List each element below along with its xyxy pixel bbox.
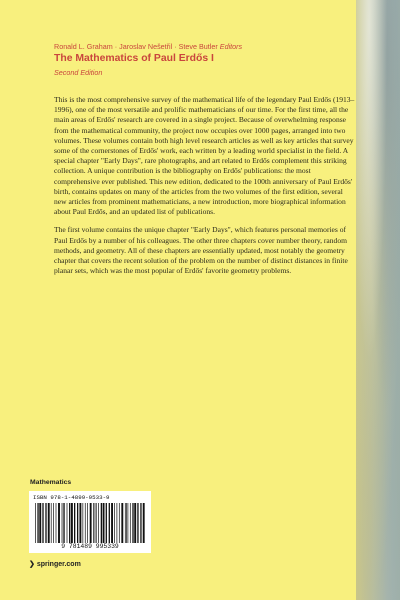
barcode-bar	[93, 503, 94, 543]
barcode-bar	[64, 503, 65, 543]
barcode-bar	[67, 503, 68, 543]
barcode-bar	[134, 503, 136, 543]
barcode-bar	[103, 503, 105, 543]
editors-role: Editors	[219, 42, 243, 51]
barcode-bar	[39, 503, 41, 543]
barcode-bar	[106, 503, 107, 543]
publisher-name: springer.com	[36, 561, 81, 568]
editor-names: Ronald L. Graham · Jaroslav Nešetřil · Steve Butler	[54, 42, 218, 51]
editors-line	[54, 42, 242, 51]
barcode-bar	[37, 503, 38, 543]
barcode-block	[29, 491, 151, 553]
barcode-bar	[51, 503, 52, 543]
barcode-bar	[128, 503, 129, 543]
barcode-bars	[35, 503, 145, 543]
barcode-bar	[42, 503, 43, 543]
barcode-bar	[117, 503, 118, 543]
barcode-bar	[45, 503, 46, 543]
barcode-bar	[83, 503, 84, 543]
barcode-bar	[85, 503, 86, 543]
barcode-bar	[126, 503, 127, 543]
barcode-bar	[79, 503, 81, 543]
subject-category: Mathematics	[30, 479, 72, 486]
barcode-bar	[95, 503, 96, 543]
barcode-bar	[125, 503, 126, 543]
barcode-bar	[101, 503, 102, 543]
barcode-bar	[114, 503, 115, 543]
barcode-bar	[132, 503, 133, 543]
back-cover-blurb	[54, 95, 356, 284]
barcode-bar	[111, 503, 113, 543]
barcode-bar	[121, 503, 123, 543]
barcode-bar	[69, 503, 70, 543]
barcode-bar	[62, 503, 63, 543]
barcode-bar	[74, 503, 75, 543]
isbn-label: ISBN 978-1-4899-9533-9	[33, 494, 110, 501]
blurb-paragraph: The first volume contains the unique chapter "Early Days", which features personal memories of Paul Erdős by a number of his colleagues. The other three chapters cover number theory, random methods, and geometry. All of these chapters are essentially updated, most notably the geometry chapter that covers the recent solution of the problem on the number of distinct distances in finite planar sets, which was the most popular of Erdős' favorite geometry problems.	[54, 225, 348, 276]
barcode-bar	[35, 503, 36, 543]
barcode-bar	[140, 503, 141, 543]
barcode-bar	[58, 503, 60, 543]
barcode-bar	[137, 503, 138, 543]
barcode-bar	[56, 503, 57, 543]
barcode-bar	[98, 503, 99, 543]
barcode-bar	[119, 503, 120, 543]
barcode-bar	[109, 503, 110, 543]
barcode-bar	[90, 503, 92, 543]
blurb-paragraph: This is the most comprehensive survey of the mathematical life of the legendary Paul Erdős (1913–1996), one of the most versatile and prolific mathematicians of our time. For the first time, all the main areas of Erdős' research are covered in a single project. Because of overwhelming response from the mathematical community, the project now occupies over 1000 pages, arranged into two volumes. These volumes contain both high level research articles as well as key articles that survey some of the cornerstones of Erdős' work, each written by a leading world specialist in the field. A special chapter "Early Days", rare photographs, and art related to Erdős complement this striking collection. A unique contribution is the bibliography on Erdős' publications: the most comprehensive ever published. This new edition, dedicated to the 100th anniversary of Paul Erdős' birth, contains updates on many of the articles from the two volumes of the first edition, several new articles from prominent mathematicians, a new introduction, more biographical information about Paul Erdős, and an updated list of publications.	[54, 95, 355, 217]
barcode-bar	[53, 503, 54, 543]
barcode-bar	[48, 503, 50, 543]
barcode-bar	[63, 503, 64, 543]
edition-label: Second Edition	[54, 68, 103, 77]
barcode-bar	[77, 503, 78, 543]
chevron-right-icon: ❯	[29, 561, 35, 568]
barcode-bar	[143, 503, 145, 543]
cover-art-strip	[356, 0, 400, 600]
book-title: The Mathematics of Paul Erdős I	[54, 53, 214, 64]
publisher-link[interactable]	[29, 560, 81, 568]
barcode-bar	[130, 503, 131, 543]
barcode-bar	[71, 503, 73, 543]
barcode-digits: 9 781489 995339	[61, 543, 119, 550]
barcode-bar	[96, 503, 97, 543]
barcode-bar	[87, 503, 88, 543]
